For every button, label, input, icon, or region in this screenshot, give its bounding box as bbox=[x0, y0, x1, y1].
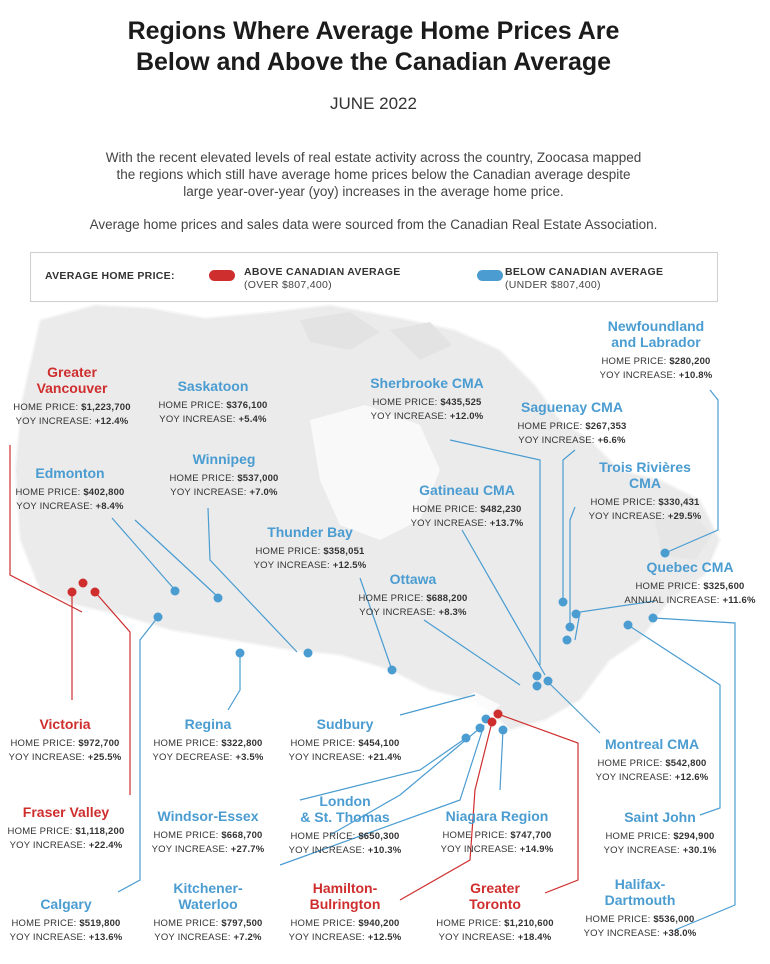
yoy-change-value: +12.0% bbox=[449, 411, 484, 422]
yoy-change-label: ANNUAL INCREASE: bbox=[624, 595, 723, 606]
yoy-change-value: +10.8% bbox=[678, 370, 713, 381]
legend-below-label: BELOW CANADIAN AVERAGE bbox=[505, 266, 664, 278]
intro-line-3: large year-over-year (yoy) increases in the average home price. bbox=[183, 184, 564, 199]
region-name-line: Saskatoon bbox=[177, 378, 249, 394]
legend-above-sublabel: (OVER $807,400) bbox=[244, 279, 332, 291]
home-price-value: $267,353 bbox=[585, 421, 627, 432]
home-price-value: $519,800 bbox=[79, 918, 121, 929]
yoy-change-value: +18.4% bbox=[517, 932, 552, 943]
location-dot bbox=[68, 588, 77, 597]
yoy-change-value: +8.3% bbox=[438, 607, 467, 618]
leader-line bbox=[500, 730, 503, 790]
location-dot bbox=[566, 623, 575, 632]
region-card bbox=[576, 318, 736, 383]
yoy-change bbox=[133, 413, 293, 427]
region-name-line: & St. Thomas bbox=[300, 809, 390, 825]
location-dot bbox=[214, 594, 223, 603]
region-card bbox=[572, 736, 732, 785]
home-price-label: HOME PRICE: bbox=[372, 397, 441, 408]
yoy-change-label: YOY INCREASE: bbox=[603, 845, 683, 856]
region-name-line: London bbox=[319, 793, 371, 809]
region-card bbox=[265, 793, 425, 858]
home-price-value: $1,210,600 bbox=[504, 918, 554, 929]
yoy-change-value: +7.0% bbox=[249, 487, 278, 498]
yoy-change bbox=[265, 751, 425, 765]
home-price bbox=[265, 737, 425, 751]
home-price bbox=[580, 830, 740, 844]
intro-paragraph bbox=[40, 149, 707, 200]
yoy-change-value: +12.4% bbox=[94, 416, 129, 427]
region-name-line: Niagara Region bbox=[445, 808, 549, 824]
region-name bbox=[0, 364, 152, 396]
region-name-line: Victoria bbox=[39, 716, 91, 732]
region-name bbox=[565, 459, 725, 491]
home-price-value: $668,700 bbox=[221, 830, 263, 841]
legend-above-label: ABOVE CANADIAN AVERAGE bbox=[244, 266, 401, 278]
region-name-line: Trois Rivières bbox=[599, 459, 691, 475]
yoy-change-value: +30.1% bbox=[682, 845, 717, 856]
yoy-change-label: YOY INCREASE: bbox=[9, 932, 89, 943]
region-name-line: Toronto bbox=[469, 896, 521, 912]
region-name-line: Sherbrooke CMA bbox=[370, 375, 484, 391]
yoy-change-label: YOY INCREASE: bbox=[154, 932, 234, 943]
home-price-label: HOME PRICE: bbox=[15, 487, 84, 498]
below-average-swatch bbox=[477, 270, 503, 281]
location-dot bbox=[171, 587, 180, 596]
region-name-line: Edmonton bbox=[35, 465, 105, 481]
region-name-line: and Labrador bbox=[611, 334, 701, 350]
yoy-change-label: YOY INCREASE: bbox=[253, 560, 333, 571]
home-price-label: HOME PRICE: bbox=[11, 918, 80, 929]
home-price-label: HOME PRICE: bbox=[585, 914, 654, 925]
home-price-label: HOME PRICE: bbox=[412, 504, 481, 515]
region-card bbox=[0, 465, 150, 514]
home-price bbox=[128, 829, 288, 843]
region-card bbox=[133, 378, 293, 427]
region-name-line: Saint John bbox=[624, 809, 696, 825]
region-name bbox=[580, 809, 740, 825]
location-dot bbox=[499, 726, 508, 735]
yoy-change bbox=[576, 369, 736, 383]
yoy-change bbox=[560, 927, 720, 941]
region-name-line: Calgary bbox=[40, 896, 92, 912]
leader-line bbox=[498, 714, 578, 893]
home-price bbox=[133, 399, 293, 413]
home-price-label: HOME PRICE: bbox=[7, 826, 76, 837]
region-card bbox=[565, 459, 725, 524]
region-card bbox=[580, 809, 740, 858]
home-price-value: $688,200 bbox=[426, 593, 468, 604]
region-name-line: Fraser Valley bbox=[22, 804, 110, 820]
yoy-change-value: +38.0% bbox=[662, 928, 697, 939]
region-card bbox=[0, 364, 152, 429]
home-price bbox=[415, 917, 575, 931]
yoy-change-label: YOY INCREASE: bbox=[170, 487, 250, 498]
yoy-change-value: +12.5% bbox=[332, 560, 367, 571]
region-name bbox=[576, 318, 736, 350]
region-name-line: Montreal CMA bbox=[604, 736, 700, 752]
region-name bbox=[333, 571, 493, 587]
region-name bbox=[128, 880, 288, 912]
region-name bbox=[144, 451, 304, 467]
location-dot bbox=[572, 610, 581, 619]
home-price-label: HOME PRICE: bbox=[597, 758, 666, 769]
home-price-value: $376,100 bbox=[226, 400, 268, 411]
home-price-label: HOME PRICE: bbox=[153, 830, 222, 841]
yoy-change-label: YOY INCREASE: bbox=[588, 511, 668, 522]
yoy-change-label: YOY INCREASE: bbox=[438, 932, 518, 943]
yoy-change-value: +14.9% bbox=[519, 844, 554, 855]
region-name-line: Windsor-Essex bbox=[157, 808, 259, 824]
yoy-change bbox=[333, 606, 493, 620]
region-name-line: Gatineau CMA bbox=[419, 482, 515, 498]
legend-below-sublabel: (UNDER $807,400) bbox=[505, 279, 601, 291]
yoy-change-value: +11.6% bbox=[722, 595, 756, 606]
yoy-change bbox=[492, 434, 652, 448]
home-price bbox=[417, 829, 577, 843]
home-price bbox=[492, 420, 652, 434]
yoy-change-value: +7.2% bbox=[233, 932, 262, 943]
home-price bbox=[560, 913, 720, 927]
yoy-change-label: YOY INCREASE: bbox=[16, 501, 96, 512]
home-price-value: $537,000 bbox=[237, 473, 279, 484]
home-price bbox=[576, 355, 736, 369]
region-name-line: Greater bbox=[47, 364, 97, 380]
home-price-value: $325,600 bbox=[703, 581, 745, 592]
region-name bbox=[0, 465, 150, 481]
yoy-change-value: +25.5% bbox=[87, 752, 122, 763]
home-price bbox=[0, 917, 146, 931]
legend bbox=[30, 252, 718, 302]
home-price-value: $972,700 bbox=[78, 738, 120, 749]
region-name-line: Ottawa bbox=[389, 571, 437, 587]
home-price bbox=[230, 545, 390, 559]
yoy-change-label: YOY INCREASE: bbox=[151, 844, 231, 855]
home-price bbox=[610, 580, 770, 594]
region-name bbox=[0, 804, 146, 820]
yoy-change-label: YOY INCREASE: bbox=[518, 435, 598, 446]
home-price-label: HOME PRICE: bbox=[10, 738, 79, 749]
region-name-line: Sudbury bbox=[316, 716, 374, 732]
region-card bbox=[265, 880, 425, 945]
home-price-label: HOME PRICE: bbox=[358, 593, 427, 604]
home-price-label: HOME PRICE: bbox=[601, 356, 670, 367]
region-name bbox=[387, 482, 547, 498]
home-price bbox=[0, 825, 146, 839]
yoy-change-value: +3.5% bbox=[235, 752, 264, 763]
home-price-value: $435,525 bbox=[440, 397, 482, 408]
home-price-label: HOME PRICE: bbox=[290, 738, 359, 749]
home-price-value: $1,223,700 bbox=[81, 402, 131, 413]
yoy-change bbox=[572, 771, 732, 785]
yoy-change-value: +12.6% bbox=[674, 772, 709, 783]
region-card bbox=[144, 451, 304, 500]
region-name bbox=[128, 808, 288, 824]
yoy-change-label: YOY INCREASE: bbox=[440, 844, 520, 855]
page-subtitle: JUNE 2022 bbox=[330, 94, 417, 113]
yoy-change bbox=[265, 844, 425, 858]
home-price-label: HOME PRICE: bbox=[436, 918, 505, 929]
home-price-label: HOME PRICE: bbox=[442, 830, 511, 841]
region-name bbox=[560, 876, 720, 908]
home-price-value: $330,431 bbox=[658, 497, 700, 508]
yoy-change bbox=[0, 500, 150, 514]
location-dot bbox=[462, 734, 471, 743]
home-price-value: $402,800 bbox=[83, 487, 125, 498]
region-card bbox=[417, 808, 577, 857]
region-name bbox=[265, 793, 425, 825]
region-name bbox=[417, 808, 577, 824]
region-name bbox=[265, 880, 425, 912]
region-name bbox=[128, 716, 288, 732]
location-dot bbox=[649, 614, 658, 623]
yoy-change bbox=[128, 751, 288, 765]
yoy-change bbox=[144, 486, 304, 500]
location-dot bbox=[544, 677, 553, 686]
yoy-change-label: YOY INCREASE: bbox=[288, 932, 368, 943]
home-price-value: $322,800 bbox=[221, 738, 263, 749]
yoy-change bbox=[128, 843, 288, 857]
region-name bbox=[492, 399, 652, 415]
yoy-change bbox=[415, 931, 575, 945]
leader-line bbox=[228, 653, 240, 710]
region-name-line: Greater bbox=[470, 880, 520, 896]
home-price bbox=[0, 486, 150, 500]
home-price-label: HOME PRICE: bbox=[255, 546, 324, 557]
yoy-change-label: YOY INCREASE: bbox=[288, 845, 368, 856]
location-dot bbox=[494, 710, 503, 719]
home-price-value: $280,200 bbox=[669, 356, 711, 367]
yoy-change-label: YOY INCREASE: bbox=[583, 928, 663, 939]
region-name bbox=[572, 736, 732, 752]
yoy-change-label: YOY INCREASE: bbox=[15, 416, 95, 427]
leader-line bbox=[628, 625, 720, 815]
home-price bbox=[387, 503, 547, 517]
home-price-label: HOME PRICE: bbox=[13, 402, 82, 413]
legend-label: AVERAGE HOME PRICE: bbox=[45, 270, 175, 282]
yoy-change-label: YOY INCREASE: bbox=[9, 840, 89, 851]
yoy-change bbox=[347, 410, 507, 424]
home-price-value: $482,230 bbox=[480, 504, 522, 515]
location-dot bbox=[661, 549, 670, 558]
yoy-change-label: YOY INCREASE: bbox=[599, 370, 679, 381]
yoy-change-value: +10.3% bbox=[367, 845, 402, 856]
region-card bbox=[347, 375, 507, 424]
location-dot bbox=[304, 649, 313, 658]
yoy-change-label: YOY INCREASE: bbox=[410, 518, 490, 529]
above-average-swatch bbox=[209, 270, 235, 281]
region-name-line: Vancouver bbox=[36, 380, 108, 396]
yoy-change-label: YOY INCREASE: bbox=[595, 772, 675, 783]
region-name-line: Regina bbox=[184, 716, 232, 732]
yoy-change-value: +29.5% bbox=[667, 511, 702, 522]
home-price-value: $454,100 bbox=[358, 738, 400, 749]
region-name-line: Dartmouth bbox=[604, 892, 676, 908]
yoy-change bbox=[565, 510, 725, 524]
home-price-value: $358,051 bbox=[323, 546, 365, 557]
region-name-line: Hamilton- bbox=[312, 880, 378, 896]
yoy-change bbox=[0, 839, 146, 853]
home-price bbox=[265, 917, 425, 931]
yoy-change-value: +13.6% bbox=[88, 932, 123, 943]
location-dot bbox=[388, 666, 397, 675]
region-name-line: Kitchener- bbox=[173, 880, 243, 896]
home-price-value: $536,000 bbox=[653, 914, 695, 925]
yoy-change bbox=[128, 931, 288, 945]
home-price-label: HOME PRICE: bbox=[153, 918, 222, 929]
region-card bbox=[0, 716, 145, 765]
location-dot bbox=[476, 724, 485, 733]
home-price-label: HOME PRICE: bbox=[153, 738, 222, 749]
region-card bbox=[230, 524, 390, 573]
region-name bbox=[265, 716, 425, 732]
region-name-line: Halifax- bbox=[614, 876, 666, 892]
home-price bbox=[347, 396, 507, 410]
yoy-change-value: +27.7% bbox=[230, 844, 265, 855]
location-dot bbox=[91, 588, 100, 597]
title-line-1: Regions Where Average Home Prices Are bbox=[127, 17, 620, 45]
home-price bbox=[128, 737, 288, 751]
home-price bbox=[265, 830, 425, 844]
region-name-line: Winnipeg bbox=[192, 451, 256, 467]
yoy-change-label: YOY INCREASE: bbox=[359, 607, 439, 618]
yoy-change-label: YOY INCREASE: bbox=[159, 414, 239, 425]
region-name-line: Thunder Bay bbox=[267, 524, 353, 540]
home-price-label: HOME PRICE: bbox=[290, 831, 359, 842]
title-line-2: Below and Above the Canadian Average bbox=[135, 48, 612, 76]
home-price-value: $650,300 bbox=[358, 831, 400, 842]
home-price bbox=[572, 757, 732, 771]
intro-line-2: the regions which still have average home prices below the Canadian average despite bbox=[116, 167, 631, 182]
home-price-value: $294,900 bbox=[673, 831, 715, 842]
home-price-label: HOME PRICE: bbox=[590, 497, 659, 508]
region-name bbox=[0, 716, 145, 732]
home-price bbox=[565, 496, 725, 510]
region-card bbox=[492, 399, 652, 448]
location-dot bbox=[236, 649, 245, 658]
region-name bbox=[230, 524, 390, 540]
home-price bbox=[0, 737, 145, 751]
home-price-value: $747,700 bbox=[510, 830, 552, 841]
region-card bbox=[387, 482, 547, 531]
home-price-label: HOME PRICE: bbox=[290, 918, 359, 929]
home-price-label: HOME PRICE: bbox=[517, 421, 586, 432]
yoy-change-label: YOY INCREASE: bbox=[8, 752, 88, 763]
region-card bbox=[128, 808, 288, 857]
region-card bbox=[333, 571, 493, 620]
location-dot bbox=[533, 672, 542, 681]
location-dot bbox=[488, 718, 497, 727]
yoy-change-label: YOY INCREASE: bbox=[370, 411, 450, 422]
home-price-value: $940,200 bbox=[358, 918, 400, 929]
region-card bbox=[610, 559, 770, 608]
yoy-change-value: +8.4% bbox=[95, 501, 124, 512]
region-card bbox=[560, 876, 720, 941]
region-card bbox=[128, 716, 288, 765]
source-note: Average home prices and sales data were sourced from the Canadian Real Estate Association. bbox=[89, 217, 658, 232]
home-price bbox=[144, 472, 304, 486]
region-card bbox=[0, 896, 146, 945]
yoy-change bbox=[417, 843, 577, 857]
yoy-change bbox=[387, 517, 547, 531]
region-name-line: Newfoundland bbox=[607, 318, 705, 334]
home-price bbox=[0, 401, 152, 415]
home-price-label: HOME PRICE: bbox=[158, 400, 227, 411]
location-dot bbox=[559, 598, 568, 607]
region-name-line: Bulrington bbox=[309, 896, 381, 912]
region-card bbox=[128, 880, 288, 945]
region-name bbox=[610, 559, 770, 575]
page-title bbox=[0, 16, 747, 78]
yoy-change-label: YOY INCREASE: bbox=[288, 752, 368, 763]
region-card bbox=[0, 804, 146, 853]
location-dot bbox=[533, 682, 542, 691]
yoy-change bbox=[0, 415, 152, 429]
yoy-change bbox=[580, 844, 740, 858]
location-dot bbox=[563, 636, 572, 645]
yoy-change bbox=[265, 931, 425, 945]
home-price bbox=[333, 592, 493, 606]
region-name bbox=[0, 896, 146, 912]
yoy-change-value: +12.5% bbox=[367, 932, 402, 943]
yoy-change bbox=[610, 594, 770, 608]
home-price-label: HOME PRICE: bbox=[635, 581, 704, 592]
yoy-change bbox=[0, 751, 145, 765]
region-card bbox=[265, 716, 425, 765]
location-dot bbox=[154, 613, 163, 622]
yoy-change-value: +6.6% bbox=[597, 435, 626, 446]
home-price-value: $797,500 bbox=[221, 918, 263, 929]
region-name bbox=[347, 375, 507, 391]
intro-line-1: With the recent elevated levels of real estate activity across the country, Zoocasa mapped bbox=[105, 150, 642, 165]
location-dot bbox=[79, 579, 88, 588]
home-price-value: $1,118,200 bbox=[75, 826, 125, 837]
region-name-line: Saguenay CMA bbox=[521, 399, 623, 415]
region-card bbox=[415, 880, 575, 945]
yoy-change-value: +13.7% bbox=[489, 518, 524, 529]
yoy-change-value: +21.4% bbox=[367, 752, 402, 763]
region-name-line: Waterloo bbox=[178, 896, 238, 912]
region-name-line: Quebec CMA bbox=[646, 559, 734, 575]
home-price-label: HOME PRICE: bbox=[605, 831, 674, 842]
yoy-change-value: +22.4% bbox=[88, 840, 123, 851]
yoy-change-value: +5.4% bbox=[238, 414, 267, 425]
yoy-change-label: YOY DECREASE: bbox=[152, 752, 236, 763]
region-name-line: CMA bbox=[629, 475, 661, 491]
location-dot bbox=[624, 621, 633, 630]
home-price-value: $542,800 bbox=[665, 758, 707, 769]
yoy-change bbox=[0, 931, 146, 945]
home-price-label: HOME PRICE: bbox=[169, 473, 238, 484]
region-name bbox=[415, 880, 575, 912]
region-name bbox=[133, 378, 293, 394]
home-price bbox=[128, 917, 288, 931]
